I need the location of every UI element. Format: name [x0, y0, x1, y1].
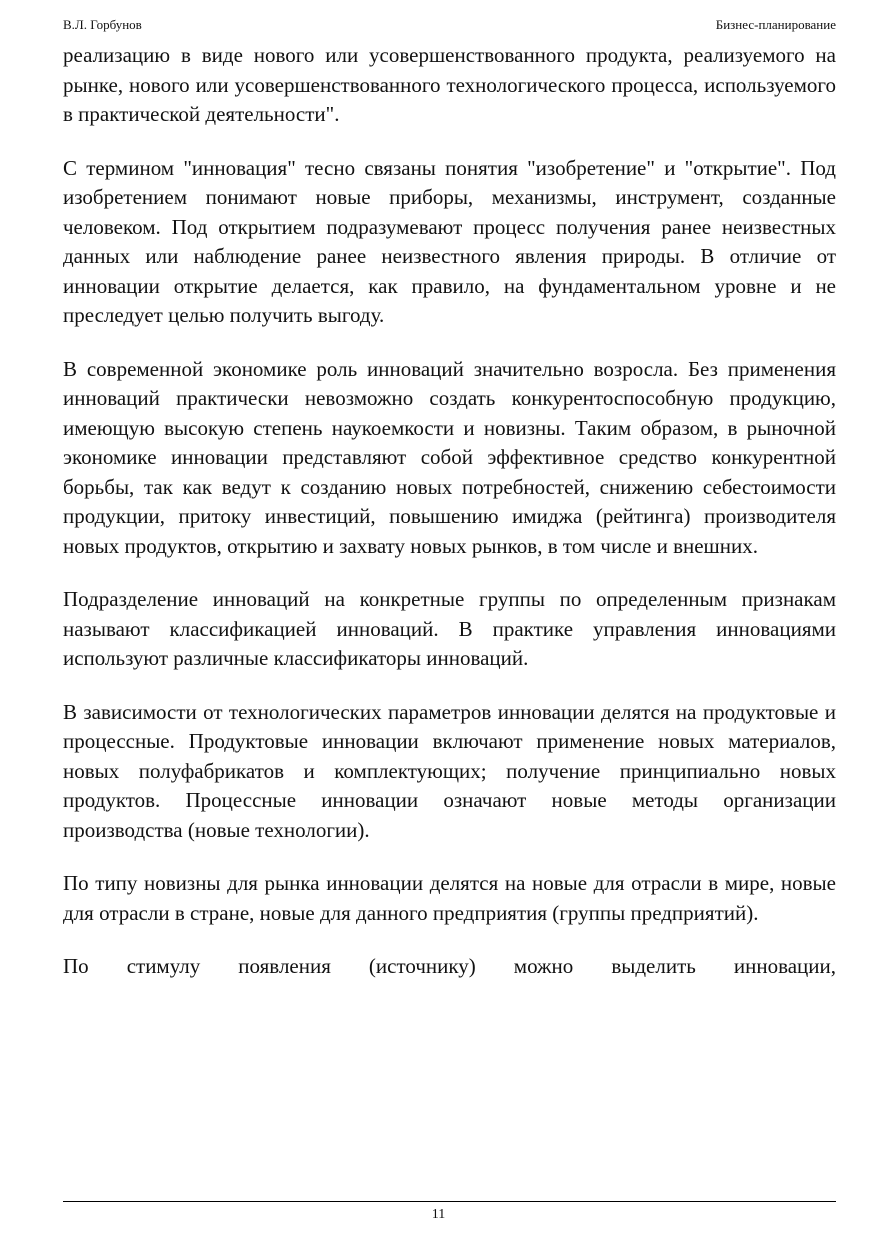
- paragraph-2: С термином "инновация" тесно связаны понятия "изобретение" и "открытие". Под изобретением понимают новые приборы, механизмы, инструмент, созданные человеком. Под открытием подразумевают процесс получения ранее неизвестных данных или наблюдение ранее неизвестного явления природы. В отличие от инновации открытие делается, как правило, на фундаментальном уровне и не преследует целью получить выгоду.: [63, 155, 836, 327]
- paragraph-1: реализацию в виде нового или усовершенствованного продукта, реализуемого на рынке, нового или усовершенствованного технологического процесса, используемого в практической деятельности".: [63, 43, 836, 126]
- header-author: В.Л. Горбунов: [63, 17, 142, 32]
- footer-divider: [63, 1201, 836, 1202]
- paragraph-5: В зависимости от технологических параметров инновации делятся на продуктовые и процессные. Продуктовые инновации включают применение новых материалов, новых полуфабрикатов и комплектующих; получение принципиально новых продуктов. Процессные инновации означают новые методы организации производства (новые технологии).: [63, 699, 836, 842]
- paragraph-4: Подразделение инноваций на конкретные группы по определенным признакам называют классификацией инноваций. В практике управления инновациями используют различные классификаторы инноваций.: [63, 587, 836, 670]
- paragraph-7: По стимулу появления (источнику) можно выделить инновации,: [63, 954, 836, 978]
- paragraph-3: В современной экономике роль инноваций значительно возросла. Без применения инноваций практически невозможно создать конкурентоспособную продукцию, имеющую высокую степень наукоемкости и новизны. Таким образом, в рыночной экономике инновации представляют собой эффективное средство конкурентной борьбы, так как ведут к созданию новых потребностей, снижению себестоимости продукции, притоку инвестиций, повышению имиджа (рейтинга) производителя новых продуктов, открытию и захвату новых рынков, в том числе и внешних.: [63, 356, 836, 558]
- header-title: Бизнес-планирование: [715, 17, 836, 32]
- paragraph-6: По типу новизны для рынка инновации делятся на новые для отрасли в мире, новые для отрасли в стране, новые для данного предприятия (группы предприятий).: [63, 871, 836, 925]
- page-number: 11: [431, 1207, 446, 1222]
- body-text: [63, 41, 836, 982]
